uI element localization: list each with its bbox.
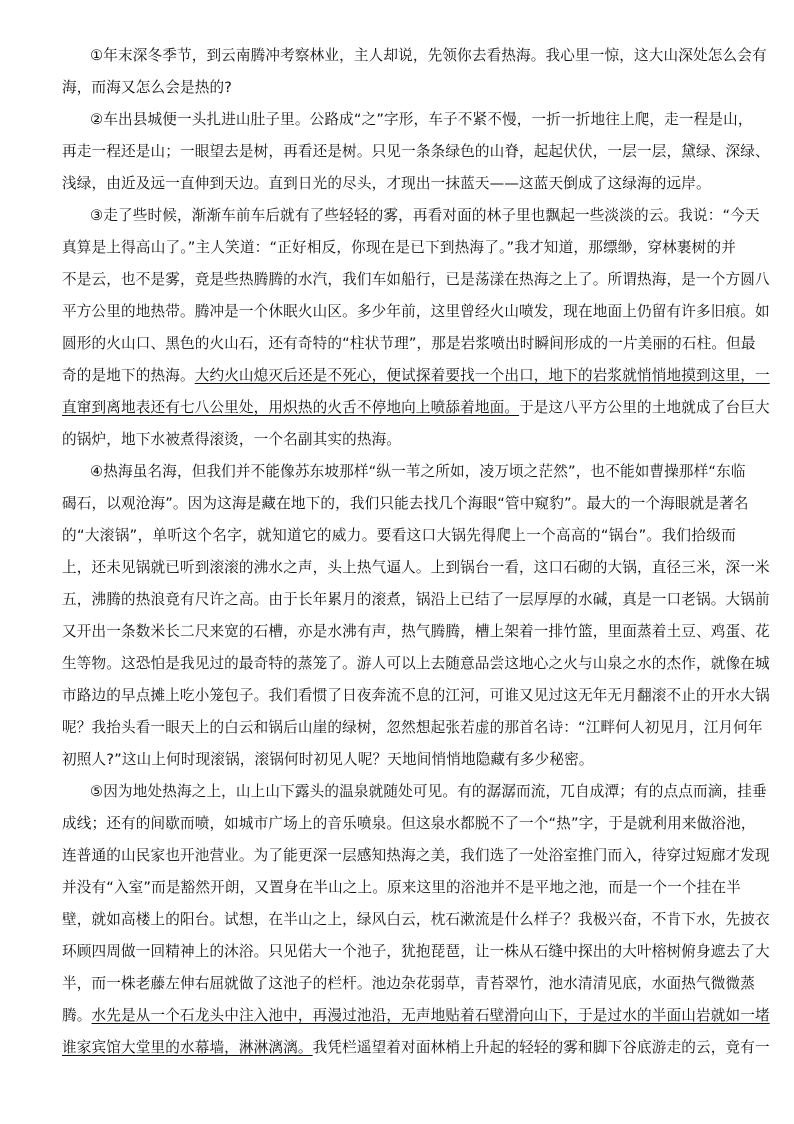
text-line bbox=[62, 840, 770, 872]
text-line bbox=[62, 264, 770, 296]
text-line bbox=[62, 104, 753, 136]
text-line bbox=[62, 776, 767, 808]
text-line bbox=[62, 584, 770, 616]
text-segment: 腾。 bbox=[62, 1007, 92, 1024]
paragraph-5 bbox=[62, 776, 770, 1064]
text-line bbox=[62, 712, 763, 744]
text-line bbox=[62, 392, 770, 424]
text-segment: 海，而海又怎么会是热的? bbox=[62, 79, 233, 96]
text-segment: 成线；还有的间歇而喷，如城市广场上的音乐喷泉。但这泉水都脱不了一个“热”字，于是就利用来做浴池， bbox=[62, 815, 756, 832]
text-line bbox=[62, 360, 770, 392]
text-line bbox=[62, 648, 770, 680]
text-segment: 并没有“入室”而是豁然开朗，又置身在半山之上。原来这里的浴池并不是平地之池，而是一个一个挂在半 bbox=[62, 879, 741, 896]
text-segment: ③走了些时候，渐渐车前车后就有了些轻轻的雾，再看对面的林子里也飘起一些淡淡的云。我说：“今天 bbox=[90, 207, 760, 224]
text-segment: 真算是上得高山了。”主人笑道：“正好相反，你现在是已下到热海了。”我才知道，那缥缈，穿林裹树的并 bbox=[62, 239, 736, 256]
text-line bbox=[62, 552, 770, 584]
text-segment: ①年末深冬季节，到云南腾冲考察林业，主人却说，先领你去看热海。我心里一惊，这大山深处怎么会有 bbox=[90, 47, 767, 64]
article-page bbox=[62, 40, 770, 1064]
text-segment: 壁，就如高楼上的阳台。试想，在半山之上，绿风白云，枕石漱流是什么样子？我极兴奋，不肯下水，先披衣 bbox=[62, 911, 770, 928]
text-line bbox=[62, 616, 770, 648]
text-line bbox=[62, 40, 767, 72]
text-segment: ④热海虽名海，但我们并不能像苏东坡那样“纵一苇之所如，凌万顷之茫然”，也不能如曹操那样“东临 bbox=[90, 463, 746, 480]
text-segment: 生等物。这恐怕是我见过的最奇特的蒸笼了。游人可以上去随意品尝这地心之火与山泉之水的杰作，就像在城 bbox=[62, 655, 770, 672]
text-segment: 市路边的早点摊上吃小笼包子。我们看惯了日夜奔流不息的江河，可谁又见过这无年无月翻滚不止的开水大锅 bbox=[62, 687, 770, 704]
text-line bbox=[62, 488, 749, 520]
text-segment: 浅绿，由近及远一直伸到天边。直到日光的尽头，才现出一抹蓝天——这蓝天倒成了这绿海的远岸。 bbox=[62, 175, 711, 192]
text-line bbox=[62, 520, 736, 552]
text-segment: ②车出县城便一头扎进山肚子里。公路成“之”字形，车子不紧不慢，一折一折地往上爬，走一程是山， bbox=[90, 111, 753, 128]
text-segment: 呢？我抬头看一眼天上的白云和锅后山崖的绿树，忽然想起张若虚的那首名诗：“江畔何人初见月，江月何年 bbox=[62, 719, 763, 736]
text-segment: 圆形的火山口、黑色的火山石，还有奇特的“柱状节理”，那是岩浆喷出时瞬间形成的一片美丽的石柱。但最 bbox=[62, 335, 756, 352]
text-line bbox=[62, 968, 755, 1000]
text-line bbox=[62, 904, 770, 936]
text-segment: 初照人?”这山上何时现滚锅，滚锅何时初见人呢？天地间悄悄地隐藏有多少秘密。 bbox=[62, 751, 594, 768]
text-segment: 平方公里的地热带。腾冲是一个休眠火山区。多少年前，这里曾经火山喷发，现在地面上仍留有许多旧痕。如 bbox=[62, 303, 770, 320]
text-line bbox=[62, 200, 760, 232]
text-line bbox=[62, 1000, 770, 1032]
paragraph-4 bbox=[62, 456, 770, 776]
text-line bbox=[62, 456, 746, 488]
text-segment: 我凭栏遥望着对面林梢上升起的轻轻的雾和脚下谷底游走的云，竟有一 bbox=[312, 1039, 770, 1056]
text-segment: 连普通的山民家也开池营业。为了能更深一层感知热海之美，我们选了一处浴室推门而入，待穿过短廊才发现 bbox=[62, 847, 770, 864]
text-segment: 的“大滚锅”，单听这个名字，就知道它的威力。要看这口大锅先得爬上一个高高的“锅台”。我们拾级而 bbox=[62, 527, 736, 544]
text-line bbox=[62, 72, 736, 104]
underlined-text: 大约火山熄灭后还是不死心，便试探着要找一个出口，地下的岩浆就悄悄地摸到这里，一 bbox=[194, 367, 770, 384]
text-line bbox=[62, 744, 736, 776]
text-segment: ⑤因为地处热海之上，山上山下露头的温泉就随处可见。有的潺潺而流，兀自成潭；有的点点而滴，挂垂 bbox=[90, 783, 767, 800]
text-segment: 又开出一条数米长二尺来宽的石槽，亦是水沸有声，热气腾腾，槽上架着一排竹篮，里面蒸着土豆、鸡蛋、花 bbox=[62, 623, 770, 640]
paragraph-3 bbox=[62, 200, 770, 456]
text-line bbox=[62, 136, 770, 168]
text-segment: 不是云，也不是雾，竟是些热腾腾的水汽，我们车如船行，已是荡漾在热海之上了。所谓热海，是一个方圆八 bbox=[62, 271, 770, 288]
text-segment: 碣石，以观沧海”。因为这海是藏在地下的，我们只能去找几个海眼“管中窥豹”。最大的一个海眼就是著名 bbox=[62, 495, 749, 512]
text-segment: 五，沸腾的热浪竟有尺许之高。由于长年累月的滚煮，锅沿上已结了一层厚厚的水碱，真是一口老锅。大锅前 bbox=[62, 591, 770, 608]
text-line bbox=[62, 872, 741, 904]
underlined-text: 水先是从一个石龙头中注入池中，再漫过池沿，无声地贴着石壁滑向山下，于是过水的半面山岩就如一堵 bbox=[91, 1007, 770, 1024]
text-line bbox=[62, 808, 756, 840]
text-segment: 奇的是地下的热海。 bbox=[62, 367, 195, 384]
underlined-text: 谁家宾馆大堂里的水幕墙，淋淋漓漓。 bbox=[62, 1039, 313, 1056]
text-line bbox=[62, 936, 770, 968]
text-segment: 半，而一株老藤左伸右屈就做了这池子的栏杆。池边杂花弱草，青苔翠竹，池水清清见底，水面热气微微蒸 bbox=[62, 975, 755, 992]
text-line bbox=[62, 296, 770, 328]
text-segment: 的锅炉，地下水被煮得滚烫，一个名副其实的热海。 bbox=[62, 431, 402, 448]
text-line bbox=[62, 328, 756, 360]
paragraph-1 bbox=[62, 40, 767, 104]
text-segment: 再走一程还是山；一眼望去是树，再看还是树。只见一条条绿色的山脊，起起伏伏，一层一层，黛绿、深绿、 bbox=[62, 143, 770, 160]
text-line bbox=[62, 424, 736, 456]
paragraph-2 bbox=[62, 104, 770, 200]
text-segment: 于是这八平方公里的土地就成了台巨大 bbox=[519, 399, 770, 416]
text-segment: 上，还未见锅就已听到滚滚的沸水之声，头上热气逼人。上到锅台一看，这口石砌的大锅，直径三米，深一米 bbox=[62, 559, 770, 576]
text-line bbox=[62, 1032, 770, 1064]
text-line bbox=[62, 168, 736, 200]
text-segment: 环顾四周做一回精神上的沐浴。只见偌大一个池子，犹抱琵琶，让一株从石缝中探出的大叶榕树俯身遮去了大 bbox=[62, 943, 770, 960]
text-line bbox=[62, 680, 770, 712]
underlined-text: 直窜到离地表还有七八公里处，用炽热的火舌不停地向上喷舔着地面。 bbox=[62, 399, 520, 416]
text-line bbox=[62, 232, 736, 264]
